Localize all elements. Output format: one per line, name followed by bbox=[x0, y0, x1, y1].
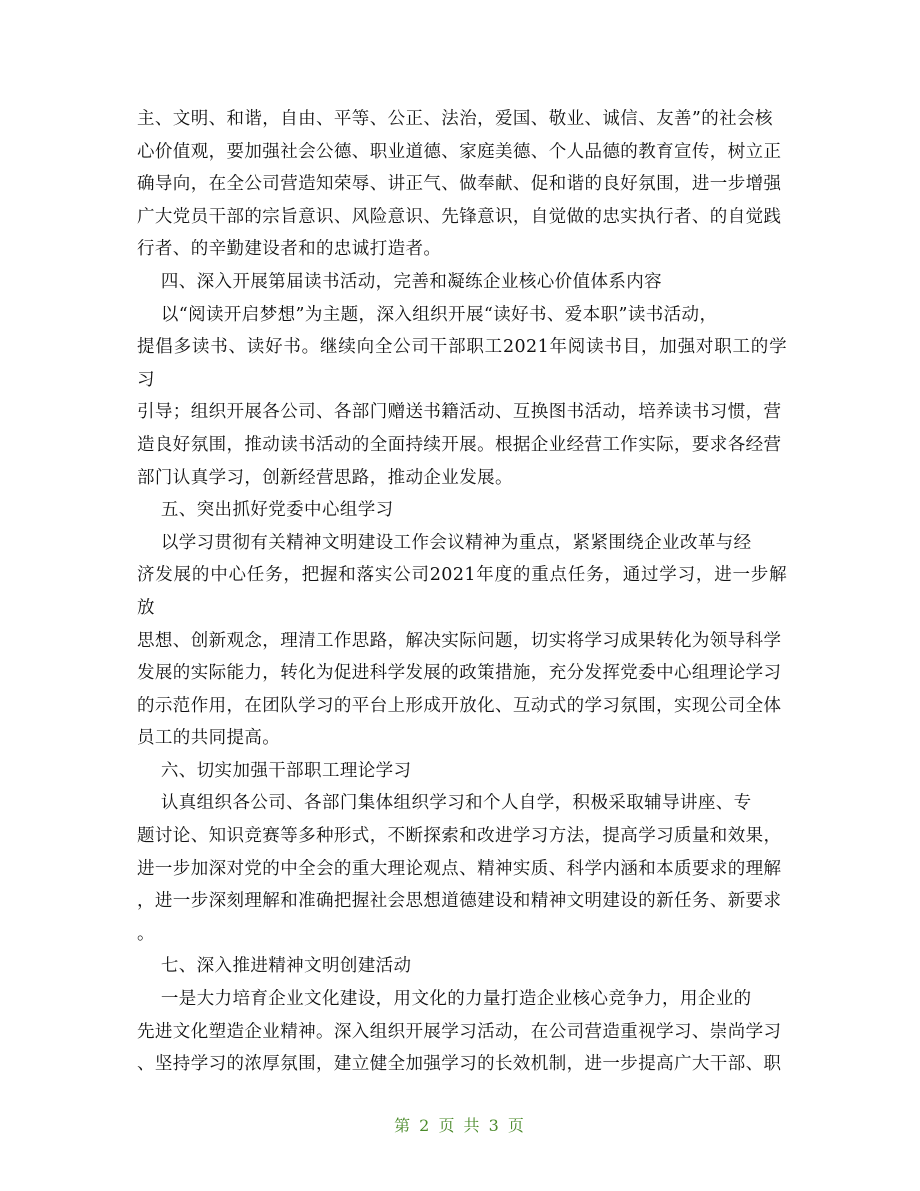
text-line: 济发展的中心任务，把握和落实公司2021年度的重点任务，通过学习，进一步解放 bbox=[137, 565, 787, 618]
text-line: 认真组织各公司、各部门集体组织学习和个人自学，积极采取辅导讲座、专 bbox=[137, 793, 752, 814]
text-line: 题讨论、知识竞赛等多种形式，不断探索和改进学习方法，提高学习质量和效果， bbox=[137, 826, 782, 847]
text-line: 以学习贯彻有关精神文明建设工作会议精神为重点，紧紧围绕企业改革与经 bbox=[137, 532, 752, 553]
text-line: 行者、的辛勤建设者和的忠诚打造者。 bbox=[137, 239, 442, 260]
text-line: 部门认真学习，创新经营思路，推动企业发展。 bbox=[137, 467, 513, 488]
text-line: 的示范作用，在团队学习的平台上形成开放化、互动式的学习氛围，实现公司全体 bbox=[137, 695, 782, 716]
text-line: 提倡多读书、读好书。继续向全公司干部职工2021年阅读书目，加强对职工的学习 bbox=[137, 337, 787, 390]
section-heading-4: 四、深入开展第届读书活动，完善和凝练企业核心价值体系内容 bbox=[137, 271, 663, 292]
text-line: 。 bbox=[137, 923, 155, 944]
section-heading-6: 六、切实加强干部职工理论学习 bbox=[137, 760, 412, 781]
text-line: 思想、创新观念，理清工作思路，解决实际问题，切实将学习成果转化为领导科学 bbox=[137, 630, 782, 651]
document-body bbox=[137, 103, 787, 1081]
text-line: 一是大力培育企业文化建设，用文化的力量打造企业核心竞争力，用企业的 bbox=[137, 989, 752, 1010]
text-line: 发展的实际能力，转化为促进科学发展的政策措施，充分发挥党委中心组理论学习 bbox=[137, 663, 782, 684]
text-line: 引导；组织开展各公司、各部门赠送书籍活动、互换图书活动，培养读书习惯，营 bbox=[137, 402, 782, 423]
text-line: ，进一步深刻理解和准确把握社会思想道德建设和精神文明建设的新任务、新要求 bbox=[137, 891, 782, 912]
text-line: 心价值观，要加强社会公德、职业道德、家庭美德、个人品德的教育宣传，树立正 bbox=[137, 141, 782, 162]
page-footer: 第 2 页 共 3 页 bbox=[394, 1116, 526, 1135]
text-line: 确导向，在全公司营造知荣辱、讲正气、做奉献、促和谐的良好氛围，进一步增强 bbox=[137, 174, 782, 195]
text-line: 进一步加深对党的中全会的重大理论观点、精神实质、科学内涵和本质要求的理解 bbox=[137, 858, 782, 879]
text-line: 、坚持学习的浓厚氛围，建立健全加强学习的长效机制，进一步提高广大干部、职 bbox=[137, 1054, 782, 1075]
text-line: 主、文明、和谐，自由、平等、公正、法治，爱国、敬业、诚信、友善”的社会核 bbox=[137, 109, 773, 129]
text-line: 广大党员干部的宗旨意识、风险意识、先锋意识，自觉做的忠实执行者、的自觉践 bbox=[137, 206, 782, 227]
text-line: 先进文化塑造企业精神。深入组织开展学习活动，在公司营造重视学习、崇尚学习 bbox=[137, 1021, 782, 1042]
text-line: 以“阅读开启梦想”为主题，深入组织开展“读好书、爱本职”读书活动， bbox=[137, 304, 718, 325]
text-line: 员工的共同提高。 bbox=[137, 728, 281, 749]
section-heading-7: 七、深入推进精神文明创建活动 bbox=[137, 956, 412, 977]
section-heading-5: 五、突出抓好党委中心组学习 bbox=[137, 500, 394, 521]
text-line: 造良好氛围，推动读书活动的全面持续开展。根据企业经营工作实际，要求各经营 bbox=[137, 434, 782, 455]
